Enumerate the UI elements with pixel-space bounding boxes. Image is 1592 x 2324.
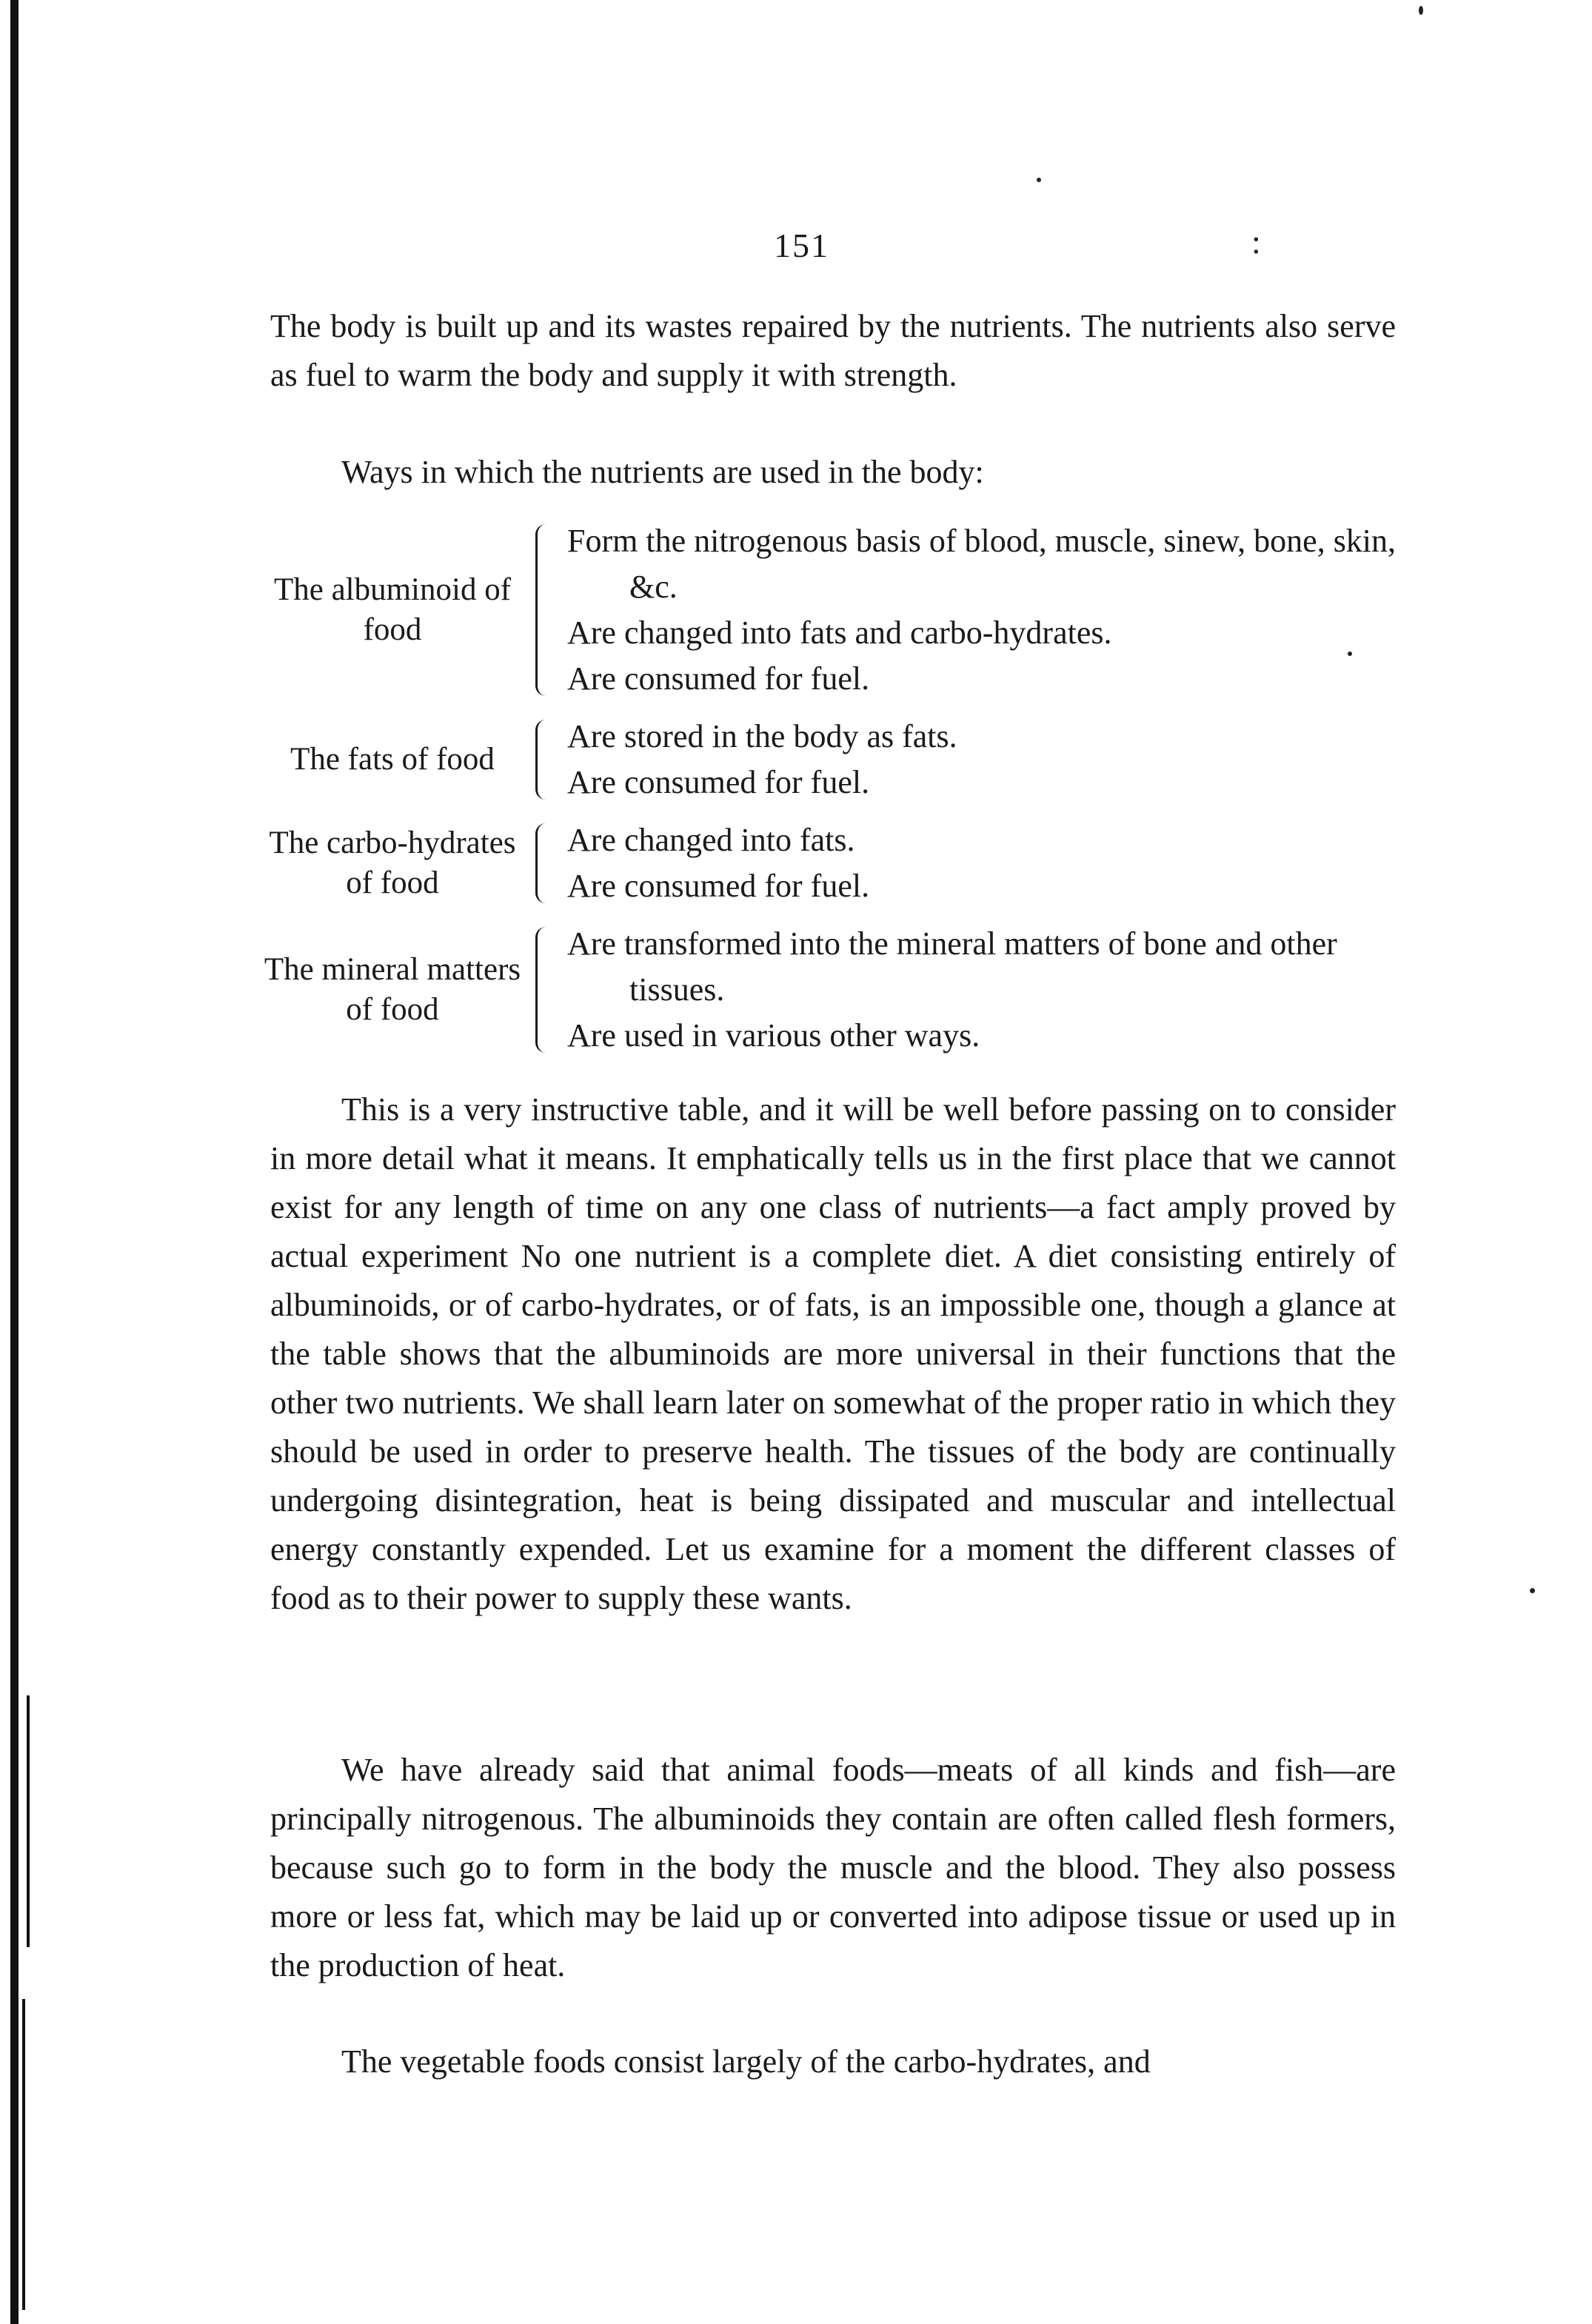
brace: [535, 927, 557, 1053]
scan-speck: [1037, 178, 1041, 182]
group-item: Are transformed into the mineral matters of bone and other tissues.: [567, 925, 1337, 1008]
scan-edge-line-tertiary: [22, 1999, 25, 2310]
group-label: The mineral matters of food: [264, 952, 521, 1027]
group-item: Are consumed for fuel.: [567, 660, 870, 697]
scan-speck: [1419, 6, 1423, 15]
group-item: Are stored in the body as fats.: [567, 718, 957, 754]
nutrient-usage-table: [263, 518, 1403, 1071]
group-item: Form the nitrogenous basis of blood, muscle, sinew, bone, skin, &c.: [567, 523, 1397, 605]
body-paragraph: This is a very instructive table, and it will be well before passing on to consider in more detail what it means. It emphatically tells us in the first place that we cannot exist for any length of time on any one class of nutrients—a fact amply proved by actual experiment No one nutrient is a complete diet. A diet consisting entirely of albuminoids, or of carbo-hydrates, or of fats, is an impossible one, though a glance at the table shows that the albuminoids are more universal in their functions that the other two nutrients. We shall learn later on somewhat of the proper ratio in which they should be used in order to preserve health. The tissues of the body are continually undergoing disintegration, heat is being dissipated and muscular and intellectual energy constantly expended. Let us examine for a moment the different classes of food as to their power to supply these wants.: [270, 1091, 1396, 1616]
intro-paragraph: The body is built up and its wastes repaired by the nutrients. The nutrients also serve as fuel to warm the body and supply it with strength.: [270, 308, 1396, 393]
corner-mark: :: [1251, 223, 1261, 261]
table-group-albuminoid: [263, 518, 1403, 702]
group-item: Are changed into fats and carbo-hydrates.: [567, 615, 1112, 651]
group-item: Are consumed for fuel.: [567, 764, 870, 800]
group-items: [567, 921, 1403, 1059]
group-item: Are changed into fats.: [567, 822, 855, 858]
body-paragraph: The vegetable foods consist largely of the carbo-hydrates, and: [341, 2043, 1151, 2080]
group-item: Are used in various other ways.: [567, 1017, 980, 1054]
brace: [535, 823, 557, 903]
group-label: The fats of food: [290, 742, 495, 777]
body-paragraph: We have already said that animal foods—meats of all kinds and fish—are principally nitrogenous. The albuminoids they contain are often called flesh formers, because such go to form in the body the muscle and the blood. They also possess more or less fat, which may be laid up or converted into adipose tissue or used up in the production of heat.: [270, 1752, 1396, 1983]
group-items: [567, 714, 1403, 806]
group-label: The carbo-hydrates of food: [269, 826, 516, 900]
table-heading: Ways in which the nutrients are used in the body:: [341, 454, 984, 490]
group-label: The albuminoid of food: [273, 572, 512, 647]
group-item: Are consumed for fuel.: [567, 868, 870, 904]
brace: [535, 720, 557, 800]
page-number: 151: [774, 227, 829, 264]
table-group-fats: [263, 714, 1403, 806]
scan-edge-line: [10, 0, 19, 2324]
brace: [535, 524, 557, 696]
group-items: [567, 817, 1403, 909]
group-items: [567, 518, 1403, 702]
table-group-carbo-hydrates: [263, 817, 1403, 909]
table-group-mineral-matters: [263, 921, 1403, 1059]
scan-speck: [1530, 1588, 1535, 1593]
scan-edge-line-secondary: [27, 1695, 30, 1947]
